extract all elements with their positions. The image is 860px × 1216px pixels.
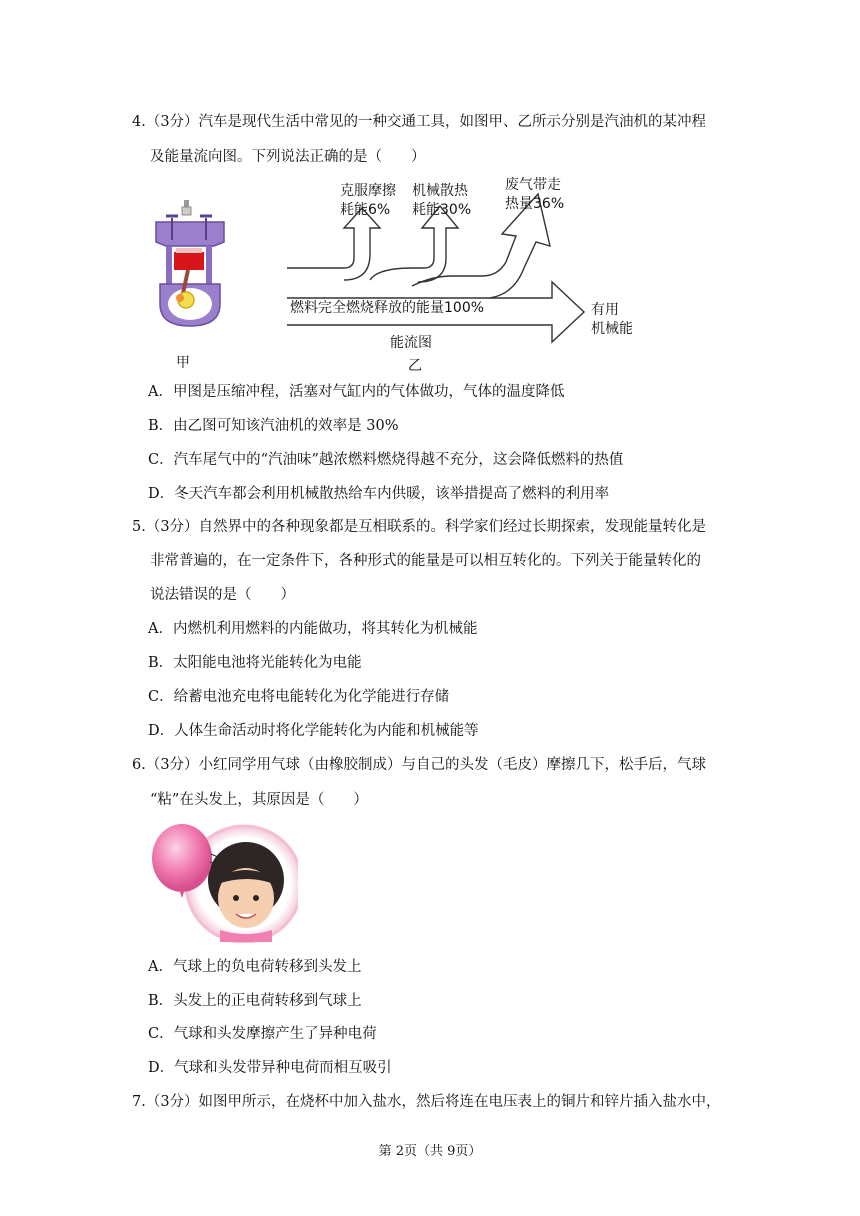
q5-stem-line2: 非常普遍的，在一定条件下，各种形式的能量是可以相互转化的。下列关于能量转化的 [150, 553, 701, 569]
flow-diagram-label: 乙 [408, 358, 422, 374]
q7-stem-line1: 7.（3分）如图甲所示，在烧杯中加入盐水，然后将连在电压表上的铜片和锌片插入盐水中， [132, 1094, 721, 1110]
useful-energy-line1: 有用 [591, 302, 619, 318]
q6-stem-line1: 6.（3分）小红同学用气球（由橡胶制成）与自己的头发（毛皮）摩擦几下，松手后，气球 [132, 757, 707, 773]
q5-option-d: D．人体生命活动时将化学能转化为内能和机械能等 [148, 723, 479, 739]
friction-loss-line2: 耗能6% [340, 202, 391, 218]
friction-loss-line1: 克服摩擦 [340, 183, 396, 199]
q6-option-c: C．气球和头发摩擦产生了异种电荷 [148, 1026, 377, 1042]
exhaust-loss-line1: 废气带走 [505, 177, 561, 193]
q4-option-a: A．甲图是压缩冲程，活塞对气缸内的气体做功，气体的温度降低 [148, 384, 565, 400]
useful-energy-line2: 机械能 [591, 321, 633, 337]
engine-label: 甲 [176, 355, 190, 371]
q4-option-d: D．冬天汽车都会利用机械散热给车内供暖，该举措提高了燃料的利用率 [148, 486, 610, 502]
q5-option-a: A．内燃机利用燃料的内能做功，将其转化为机械能 [148, 621, 478, 637]
exhaust-loss-line2: 热量36% [505, 196, 565, 212]
heat-dissipation-line1: 机械散热 [412, 183, 468, 199]
engine-diagram [150, 200, 230, 330]
q5-stem-line1: 5.（3分）自然界中的各种现象都是互相联系的。科学家们经过长期探索，发现能量转化是 [132, 519, 707, 535]
exhaust-loss-label [505, 176, 564, 214]
heat-dissipation-label [412, 182, 471, 220]
page-number: 第 2页（共 9页） [378, 1144, 482, 1159]
q4-option-b: B．由乙图可知该汽油机的效率是 30% [148, 418, 399, 434]
q6-stem-line2: “粘”在头发上，其原因是（ ） [150, 792, 368, 808]
q6-option-a: A．气球上的负电荷转移到头发上 [148, 959, 362, 975]
q4-stem-line1: 4.（3分）汽车是现代生活中常见的一种交通工具，如图甲、乙所示分别是汽油机的某冲程 [132, 114, 707, 130]
q5-stem-line3: 说法错误的是（ ） [150, 587, 295, 603]
fuel-energy-label: 燃料完全燃烧释放的能量100% [290, 300, 485, 316]
heat-dissipation-line2: 耗能30% [412, 202, 472, 218]
q6-option-d: D．气球和头发带异种电荷而相互吸引 [148, 1060, 392, 1076]
q4-option-c: C．汽车尾气中的“汽油味”越浓燃料燃烧得越不充分，这会降低燃料的热值 [148, 452, 624, 468]
q5-option-b: B．太阳能电池将光能转化为电能 [148, 655, 362, 671]
flow-diagram-title: 能流图 [390, 335, 432, 351]
q5-option-c: C．给蓄电池充电将电能转化为化学能进行存储 [148, 689, 450, 705]
q6-option-b: B．头发上的正电荷转移到气球上 [148, 993, 362, 1009]
q4-stem-line2: 及能量流向图。下列说法正确的是（ ） [150, 149, 426, 165]
friction-loss-label [340, 182, 396, 220]
balloon-hair-illustration [148, 818, 298, 943]
useful-energy-label [591, 301, 633, 339]
